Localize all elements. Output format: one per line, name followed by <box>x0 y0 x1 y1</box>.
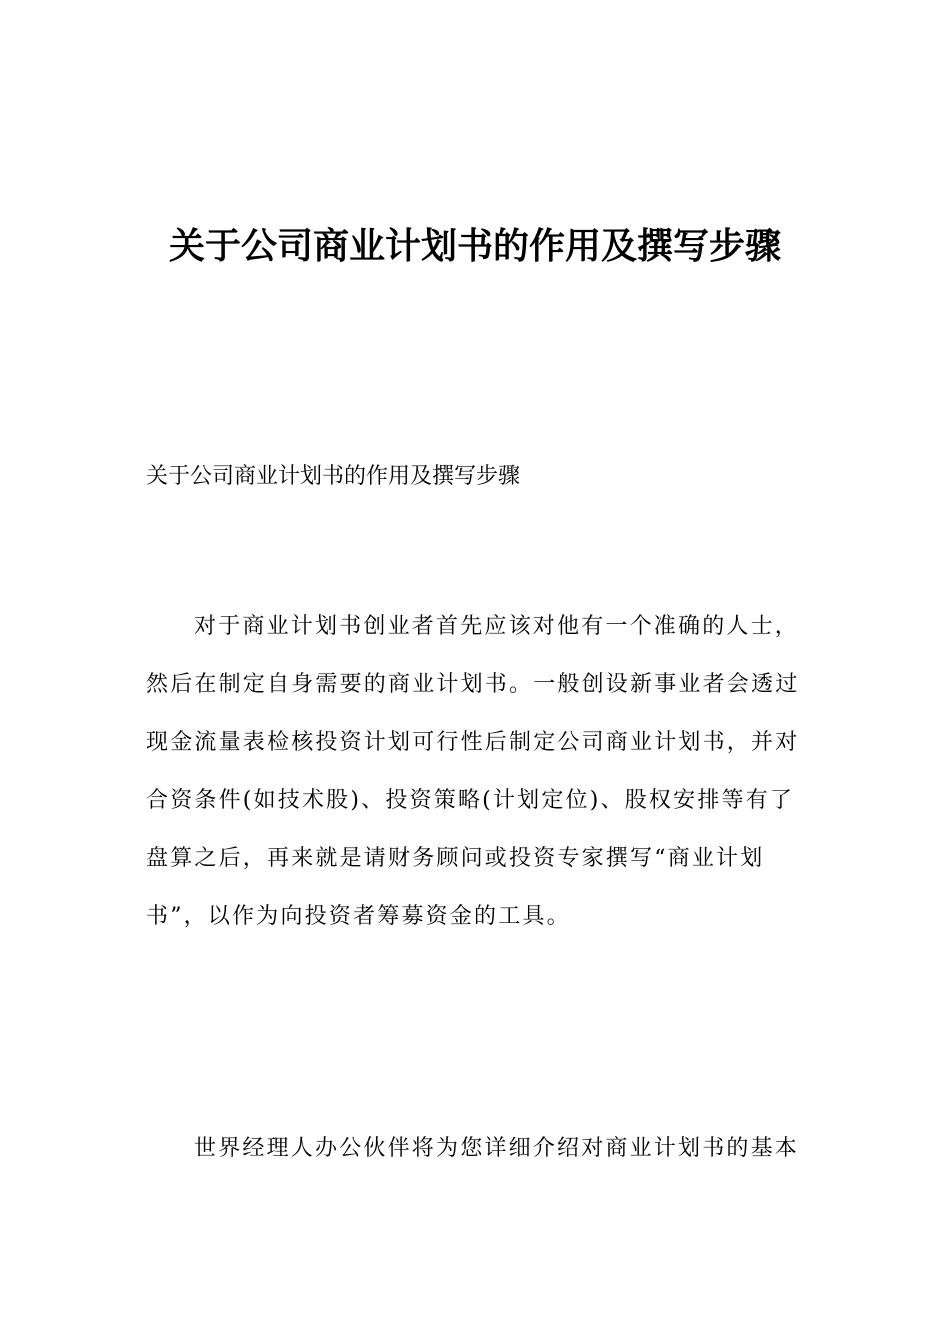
paragraph-line: 现金流量表检核投资计划可行性后制定公司商业计划书，并对 <box>146 730 800 755</box>
paragraph-line: 书”，以作为向投资者筹募资金的工具。 <box>146 904 571 929</box>
page-title: 关于公司商业计划书的作用及撰写步骤 <box>168 226 781 267</box>
paragraph <box>146 612 806 960</box>
paragraph-line: 然后在制定自身需要的商业计划书。一般创设新事业者会透过 <box>146 672 800 697</box>
paragraph-line: 世界经理人办公伙伴将为您详细介绍对商业计划书的基本 <box>194 1136 800 1161</box>
document-subtitle: 关于公司商业计划书的作用及撰写步骤 <box>146 464 521 489</box>
paragraph-line: 盘算之后，再来就是请财务顾问或投资专家撰写“商业计划 <box>146 846 765 871</box>
paragraph <box>146 1134 806 1192</box>
paragraph-line: 合资条件(如技术股)、投资策略(计划定位)、股权安排等有了 <box>146 788 795 813</box>
paragraph-line: 对于商业计划书创业者首先应该对他有一个准确的人士， <box>194 614 800 639</box>
